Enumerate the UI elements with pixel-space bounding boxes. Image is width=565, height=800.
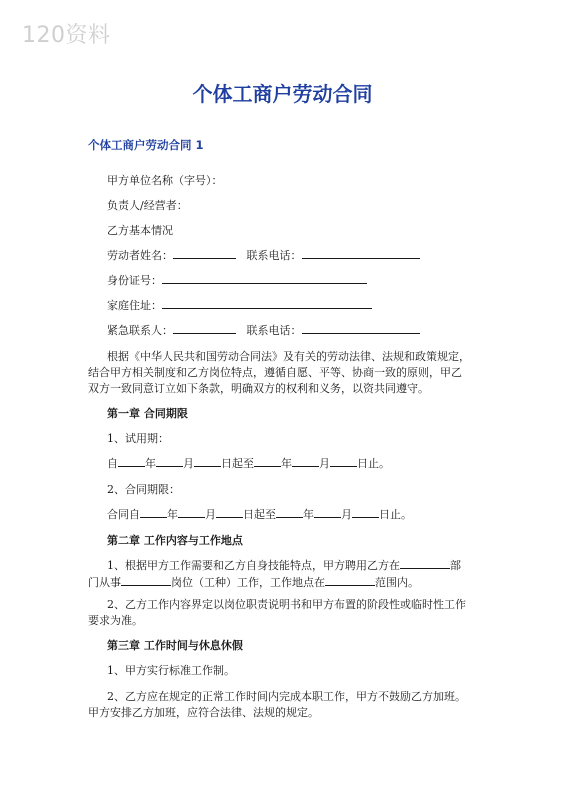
overtime-paragraph [88,689,480,721]
date-text: 月 [205,508,216,521]
field-employer-name [107,172,223,188]
field-emergency-contact [107,322,420,338]
paragraph-line: 2、乙方应在规定的正常工作时间内完成本职工作，甲方不鼓励乙方加班。 [107,690,466,703]
contract-term-label: 2、合同期限： [107,483,180,496]
document-title: 个体工商户劳动合同 [192,82,373,106]
paragraph-line [88,574,480,591]
field-label: 负责人/经营者： [107,199,188,212]
intro-paragraph [88,349,480,397]
date-text: 年 [145,457,156,470]
blank-line [121,574,171,586]
blank-line [216,506,243,518]
intro-line: 双方一致同意订立如下条款，明确双方的权利和义务，以资共同遵守。 [88,382,429,395]
field-id-number [107,272,367,288]
blank-line [173,247,236,259]
trial-period-dates [107,455,390,471]
text-span: 门从事 [88,576,121,589]
blank-line [292,455,319,467]
date-text: 合同自 [107,508,140,521]
text-span: 部 [450,559,461,572]
trial-period-label: 1、试用期： [107,432,169,445]
field-label: 家庭住址： [107,299,162,312]
field-manager [107,197,188,213]
blank-line [314,506,341,518]
date-text: 年 [281,457,292,470]
blank-line [162,272,367,284]
blank-line [254,455,281,467]
blank-line [140,506,167,518]
blank-line [194,455,221,467]
blank-line [302,322,420,334]
chapter-3-heading: 第三章 工作时间与休息休假 [107,639,243,652]
blank-line [173,322,236,334]
blank-line [162,297,372,309]
field-worker-name [107,247,420,263]
text-span: 1、根据甲方工作需要和乙方自身技能特点，甲方聘用乙方在 [107,559,400,572]
date-text: 月 [183,457,194,470]
field-address [107,297,372,313]
field-label: 联系电话： [246,249,302,262]
work-scope-paragraph [88,597,480,629]
date-text: 月 [341,508,352,521]
blank-line [352,506,379,518]
field-label: 劳动者姓名： [107,249,173,262]
text-span: 范围内。 [375,576,419,589]
paragraph-line [88,557,480,574]
blank-line [118,455,145,467]
date-text: 日止。 [357,457,390,470]
field-label: 身份证号： [107,274,162,287]
chapter-2-heading: 第二章 工作内容与工作地点 [107,534,243,547]
paragraph-line: 要求为准。 [88,614,143,627]
blank-line [276,506,303,518]
blank-line [178,506,205,518]
field-label: 乙方基本情况 [107,224,173,237]
field-label: 联系电话： [246,324,302,337]
date-text: 日起至 [221,457,254,470]
paragraph-line: 甲方安排乙方加班，应符合法律、法规的规定。 [88,706,319,719]
contract-term-dates [107,506,412,522]
date-text: 年 [303,508,314,521]
field-label: 紧急联系人： [107,324,173,337]
blank-line [330,455,357,467]
date-text: 日起至 [243,508,276,521]
date-text: 年 [167,508,178,521]
date-text: 日止。 [379,508,412,521]
field-label: 甲方单位名称（字号）： [107,174,223,187]
blank-line [400,557,450,569]
blank-line [325,574,375,586]
work-content-paragraph [88,557,480,591]
text-span: 岗位（工种）工作，工作地点在 [171,576,325,589]
blank-line [302,247,420,259]
field-partyb-info [107,222,173,238]
intro-line: 根据《中华人民共和国劳动合同法》及有关的劳动法律、法规和政策规定， [107,350,470,363]
section-subtitle: 个体工商户劳动合同 1 [88,138,204,152]
date-text: 月 [319,457,330,470]
watermark-logo: 120资料 [22,23,111,48]
blank-line [156,455,183,467]
chapter-1-heading: 第一章 合同期限 [107,407,188,420]
date-text: 自 [107,457,118,470]
intro-line: 结合甲方相关制度和乙方岗位特点，遵循自愿、平等、协商一致的原则，甲乙 [88,366,462,379]
paragraph-line: 2、乙方工作内容界定以岗位职责说明书和甲方布置的阶段性或临时性工作 [107,598,466,611]
standard-hours-text: 1、甲方实行标准工作制。 [107,664,235,677]
